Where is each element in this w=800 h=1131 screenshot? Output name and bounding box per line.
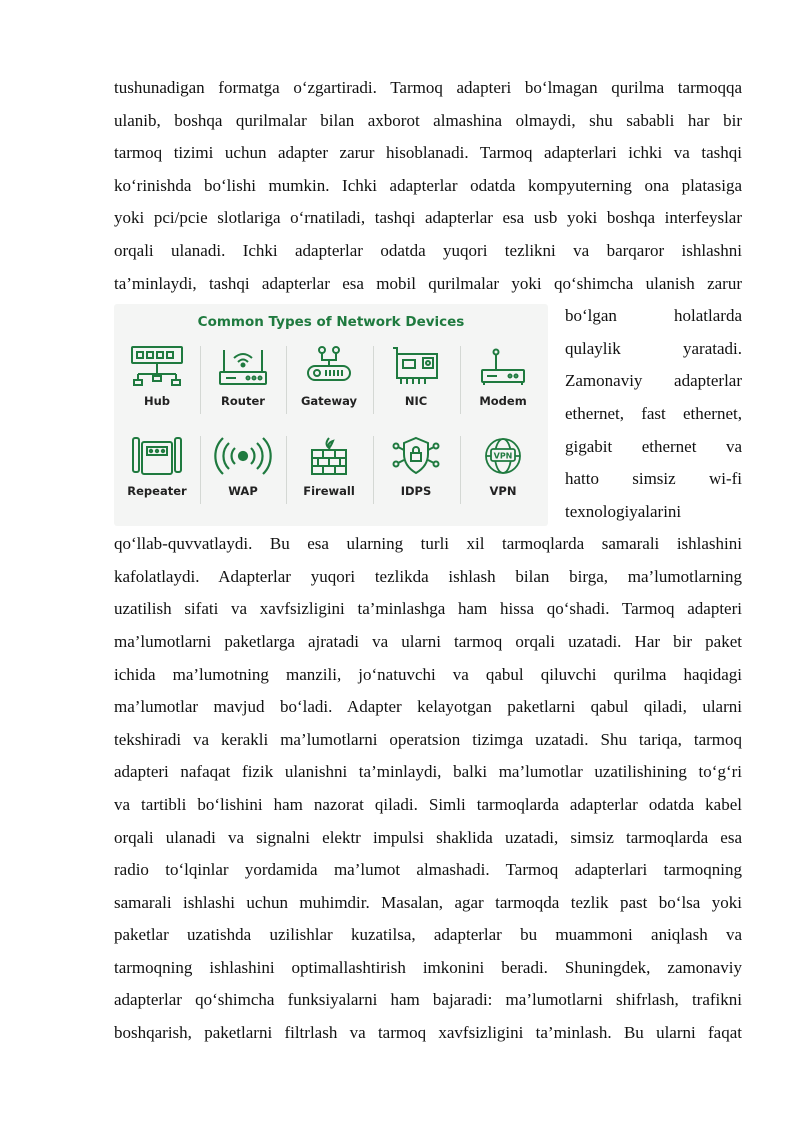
text-line: ma’lumotlarni paketlarga ajratadi va ularni tarmoq orqali uzatadi. Har bir paket	[114, 631, 742, 651]
device-label: WAP	[228, 484, 258, 499]
vpn-icon	[474, 434, 532, 478]
text-line: tarmoq tizimi uchun adapter zarur hisoblanadi. Tarmoq adapterlari ichki va tashqi	[114, 143, 742, 163]
text-line: paketlar uzatishda uzilishlar kuzatilsa, adapterlar bu muammoni aniqlash va	[114, 925, 742, 945]
text-line: qo‘llab-quvvatlaydi. Bu esa ularning turli xil tarmoqlarda samarali ishlashini	[114, 534, 742, 554]
device-label: IDPS	[400, 484, 432, 499]
paragraph-top	[114, 72, 742, 300]
text-line: ichida ma’lumotning manzili, jo‘natuvchi va qabul qiluvchi qurilma haqidagi	[114, 664, 742, 684]
device-label: Hub	[143, 394, 171, 409]
device-firewall	[286, 430, 372, 512]
figure-wrap-area	[114, 300, 742, 528]
text-line: qulaylik yaratadi.	[565, 338, 742, 358]
router-icon	[214, 344, 272, 388]
device-router	[200, 340, 286, 422]
text-line: gigabit ethernet va	[565, 436, 742, 456]
device-label: Firewall	[303, 484, 355, 499]
svg-text:VPN: VPN	[493, 451, 513, 461]
device-label: Gateway	[300, 394, 358, 409]
text-line: yoki pci/pcie slotlariga o‘rnatiladi, tashqi adapterlar esa usb yoki boshqa interfeyslar	[114, 208, 742, 228]
network-devices-figure	[114, 304, 548, 526]
text-line: texnologiyalarini	[565, 501, 682, 521]
device-nic	[373, 340, 459, 422]
text-line: kafolatlaydi. Adapterlar yuqori tezlikda ishlash bilan birga, ma’lumotlarning	[114, 566, 742, 586]
repeater-icon	[128, 434, 186, 478]
device-repeater	[114, 430, 200, 512]
device-label: VPN	[489, 484, 517, 499]
text-line: ko‘rinishda bo‘lishi mumkin. Ichki adapterlar odatda kompyuterning ona platasiga	[114, 175, 742, 195]
text-line: hatto simsiz wi-fi	[565, 469, 742, 489]
text-line: Zamonaviy adapterlar	[565, 371, 742, 391]
text-line: uzatilish sifati va xavfsizligini ta’minlashga ham hissa qo‘shadi. Tarmoq adapteri	[114, 599, 742, 619]
wap-icon	[214, 434, 272, 478]
text-line: adapterlar qo‘shimcha funksiyalarni ham bajaradi: ma’lumotlarni shifrlash, trafikni	[114, 990, 742, 1010]
text-line: orqali ulanadi. Ichki adapterlar odatda yuqori tezlikni va barqaror ishlashni	[114, 240, 742, 260]
device-hub	[114, 340, 200, 422]
text-line: tarmoqning ishlashini optimallashtirish imkonini beradi. Shuningdek, zamonaviy	[114, 957, 742, 977]
text-line: radio to‘lqinlar yordamida ma’lumot almashadi. Tarmoq adapterlari tarmoqning	[114, 860, 742, 880]
page-body	[114, 72, 742, 1050]
device-label: Router	[221, 394, 265, 409]
nic-icon	[387, 344, 445, 388]
gateway-icon	[300, 344, 358, 388]
device-wap	[200, 430, 286, 512]
device-vpn	[460, 430, 546, 512]
text-line: ta’minlaydi, tashqi adapterlar esa mobil qurilmalar yoki qo‘shimcha ulanish zarur	[114, 273, 742, 293]
text-line: bo‘lgan holatlarda	[565, 306, 742, 326]
text-line: samarali ishlashi uchun muhimdir. Masalan, agar tarmoqda tezlik past bo‘lsa yoki	[114, 892, 742, 912]
figure-title: Common Types of Network Devices	[197, 314, 465, 331]
device-label: NIC	[404, 394, 428, 409]
text-line: ma’lumotlar mavjud bo‘ladi. Adapter kelayotgan paketlarni qabul qiladi, ularni	[114, 697, 742, 717]
text-line: adapteri nafaqat fizik ulanishni ta’minlaydi, balki ma’lumotlar uzatilishining to‘g‘ri	[114, 762, 742, 782]
paragraph-bottom	[114, 528, 742, 1050]
idps-icon	[387, 434, 445, 478]
modem-icon	[474, 344, 532, 388]
device-idps	[373, 430, 459, 512]
text-line: ethernet, fast ethernet,	[565, 403, 742, 423]
text-line: tekshiradi va kerakli ma’lumotlarni operatsion tizimga uzatadi. Shu tariqa, tarmoq	[114, 729, 742, 749]
firewall-icon	[300, 434, 358, 478]
device-modem	[460, 340, 546, 422]
device-label: Repeater	[127, 484, 187, 499]
device-label: Modem	[479, 394, 527, 409]
text-line: boshqarish, paketlarni filtrlash va tarmoq xavfsizligini ta’minlash. Bu ularni faqat	[114, 1023, 742, 1043]
side-text	[565, 300, 742, 528]
hub-icon	[128, 344, 186, 388]
text-line: va tartibli bo‘lishini ham nazorat qiladi. Simli tarmoqlarda adapterlar odatda kabel	[114, 794, 742, 814]
text-line: tushunadigan formatga o‘zgartiradi. Tarmoq adapteri bo‘lmagan qurilma tarmoqqa	[114, 78, 742, 97]
text-line: orqali ulanadi va signalni elektr impulsi shaklida uzatadi, simsiz tarmoqlarda esa	[114, 827, 742, 847]
device-gateway	[286, 340, 372, 422]
text-line: ulanib, boshqa qurilmalar bilan axborot almashina olmaydi, shu sababli har bir	[114, 110, 742, 130]
